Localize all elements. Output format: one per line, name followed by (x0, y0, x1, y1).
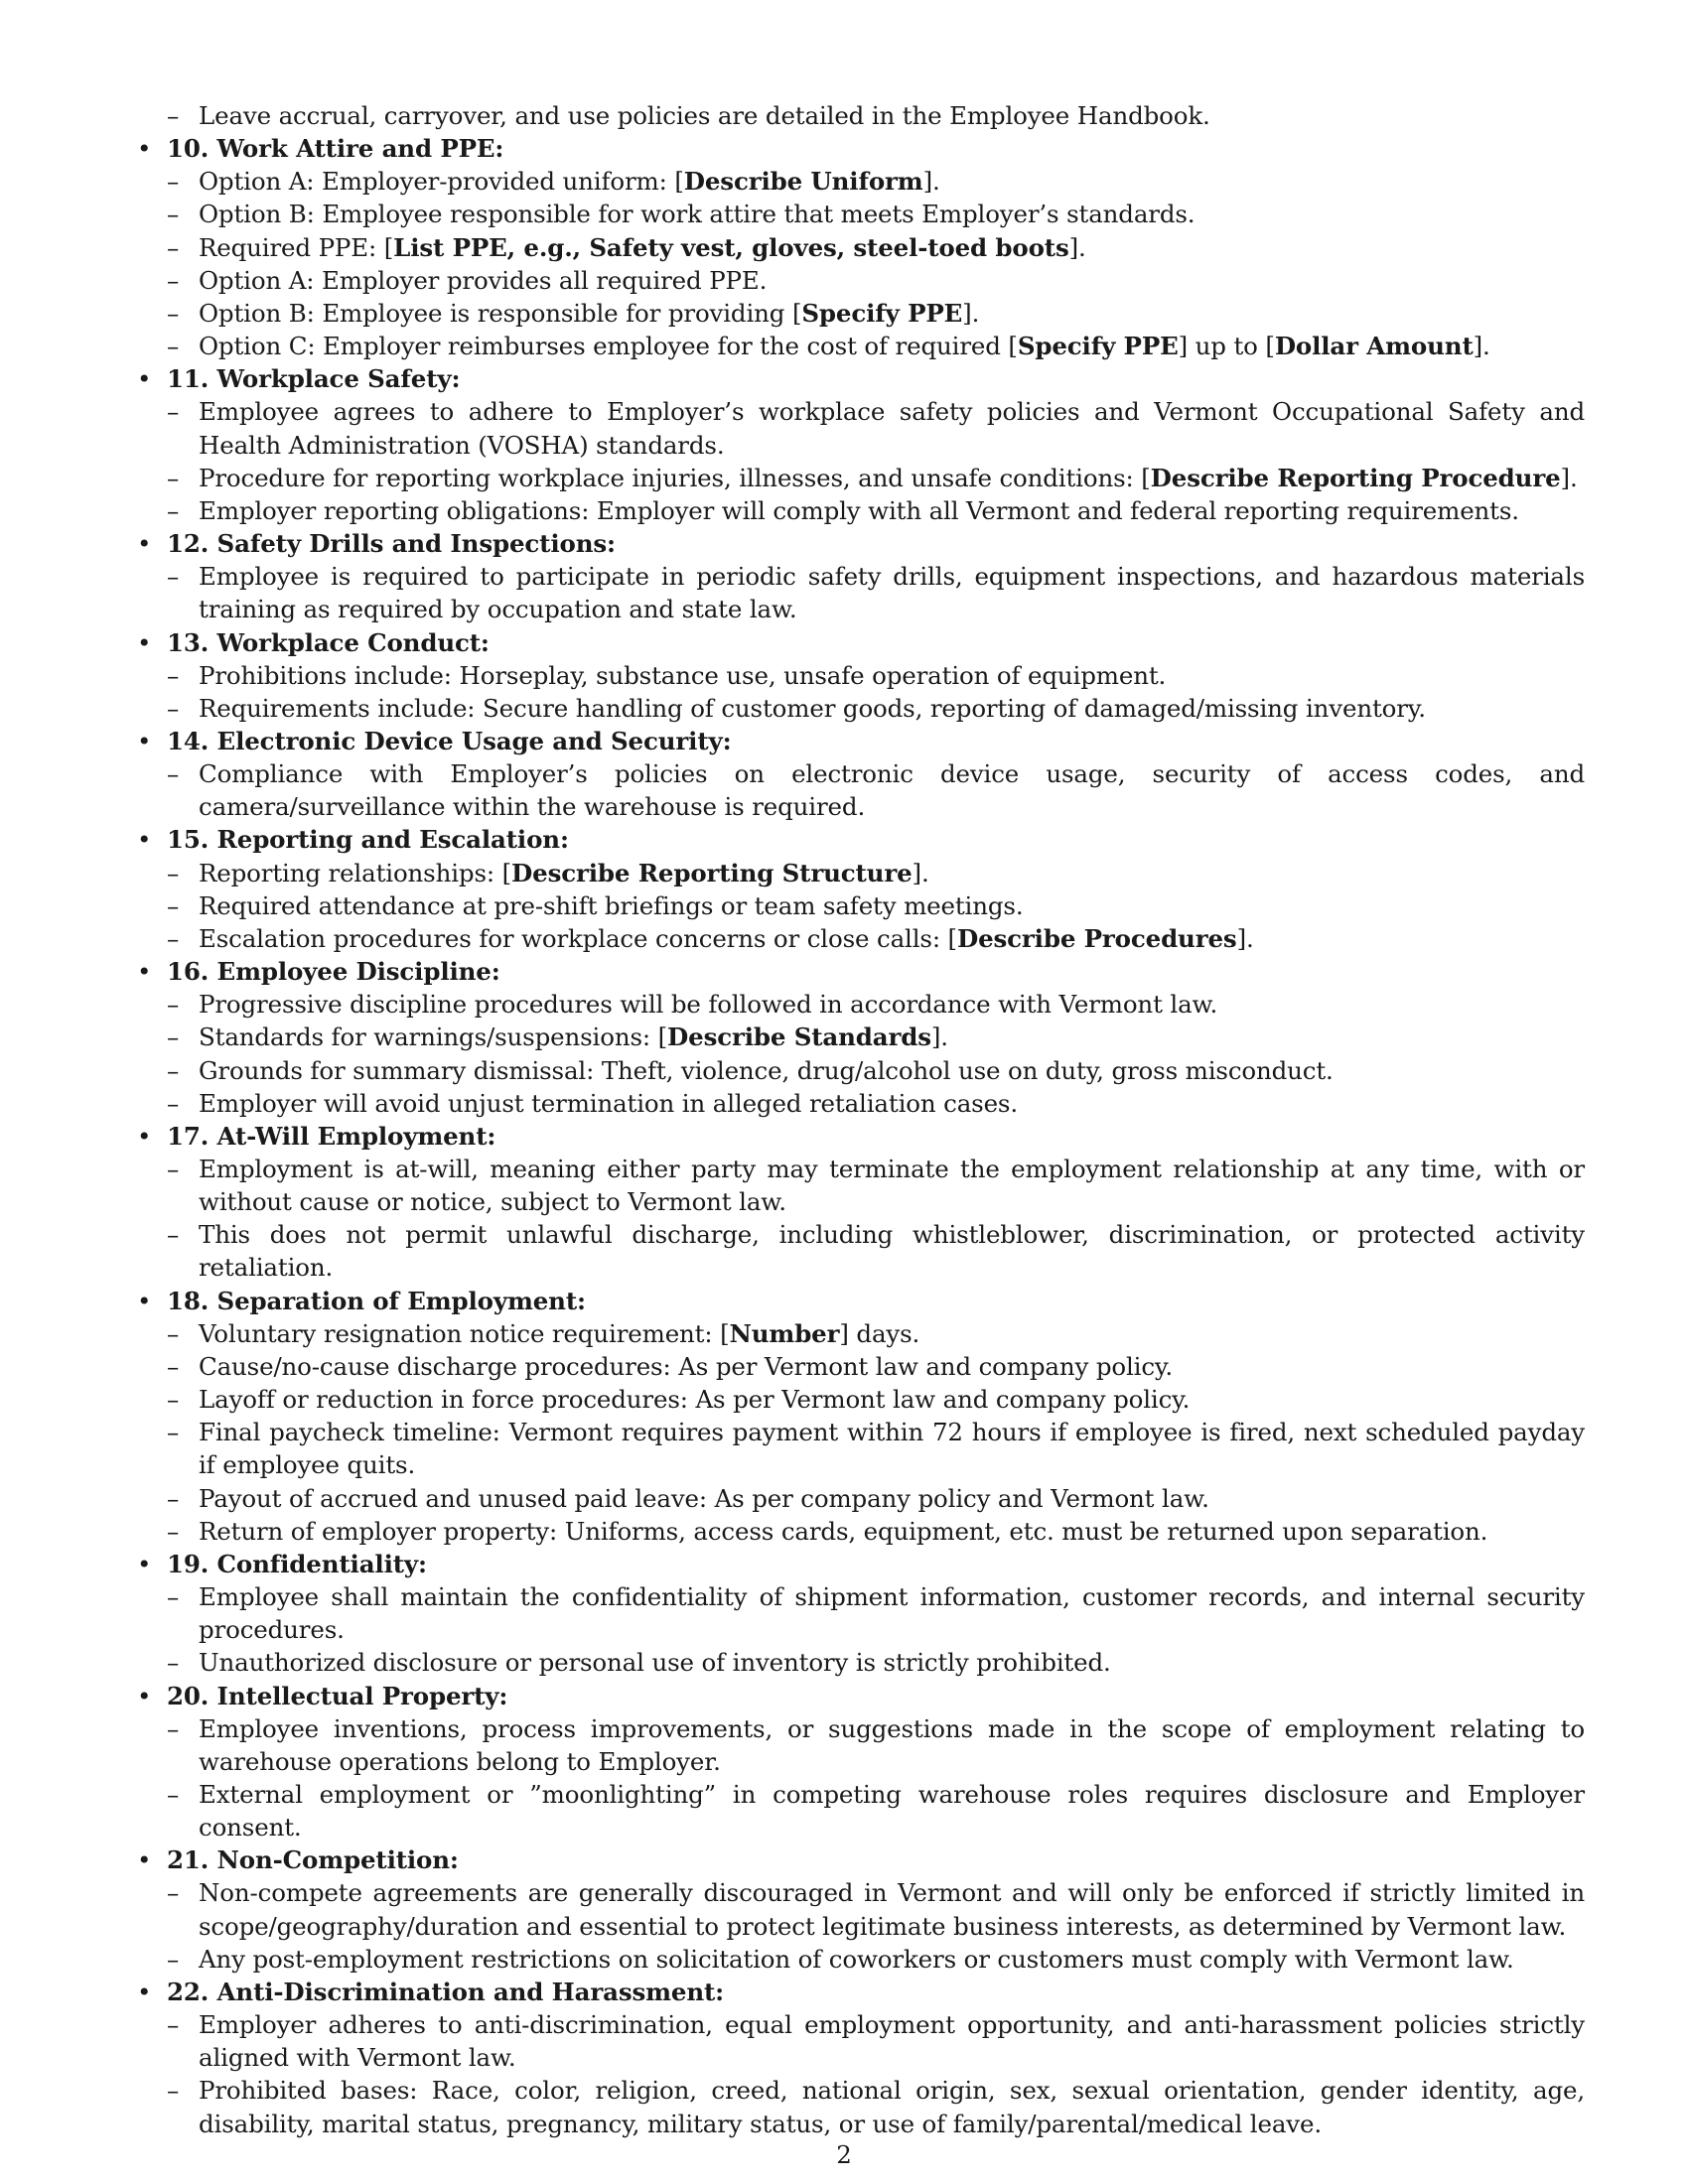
item-text: Required attendance at pre-shift briefings or team safety meetings. (199, 890, 1024, 920)
list-item (135, 1416, 1585, 1481)
section-title: • 12. Safety Drills and Inspections: (167, 529, 616, 559)
item-text: ]. (962, 298, 980, 328)
list-item (135, 889, 1585, 922)
item-text: Employer will avoid unjust termination in alleged retaliation cases. (199, 1088, 1018, 1118)
section-items (135, 165, 1585, 362)
section-title: • 16. Employee Discipline: (167, 957, 500, 987)
item-text: ]. (1236, 923, 1254, 953)
section (135, 955, 1585, 1120)
item-text: Progressive discipline procedures will be followed in accordance with Vermont law. (199, 990, 1218, 1020)
list-item (135, 1943, 1585, 1976)
section-items (135, 659, 1585, 725)
list-item (135, 1153, 1585, 1218)
section-title: • 21. Non-Competition: (167, 1845, 459, 1875)
list-item (135, 988, 1585, 1021)
item-text: Voluntary resignation notice requirement: [ (199, 1318, 730, 1348)
section (135, 362, 1585, 527)
section-items (135, 1712, 1585, 1844)
item-text: ]. (1560, 463, 1578, 492)
list-item (135, 1021, 1585, 1053)
list-item (135, 1383, 1585, 1416)
list-item (135, 1646, 1585, 1679)
list-item (135, 1515, 1585, 1548)
list-item (135, 1218, 1585, 1284)
placeholder-field: Specify PPE (1017, 332, 1179, 361)
item-text: Unauthorized disclosure or personal use of inventory is strictly prohibited. (199, 1648, 1111, 1678)
item-text: ]. (922, 167, 940, 197)
list-item (135, 1580, 1585, 1646)
item-text: Option C: Employer reimburses employee for the cost of required [ (199, 332, 1018, 361)
page-number: 2 (836, 2140, 852, 2169)
section-items (135, 2008, 1585, 2140)
item-text: Option B: Employee is responsible for providing [ (199, 298, 802, 328)
item-text: ]. (912, 858, 929, 887)
item-text: Leave accrual, carryover, and use policies are detailed in the Employee Handbook. (199, 101, 1210, 130)
section-title: • 11. Workplace Safety: (167, 364, 461, 394)
section-title: • 18. Separation of Employment: (167, 1286, 586, 1315)
section (135, 823, 1585, 955)
list-item (135, 922, 1585, 955)
placeholder-field: Describe Procedures (956, 923, 1237, 953)
list-item (135, 231, 1585, 264)
section (135, 1548, 1585, 1680)
list-item (135, 1087, 1585, 1120)
list-item (135, 659, 1585, 692)
item-text: External employment or ”moonlighting” in competing warehouse roles requires disclosure and Employer consent. (199, 1779, 1585, 1843)
item-text: Required PPE: [ (199, 232, 394, 262)
list-item (135, 395, 1585, 461)
item-text: Prohibitions include: Horseplay, substance use, unsafe operation of equipment. (199, 660, 1167, 690)
section-items (135, 1580, 1585, 1679)
item-text: Option A: Employer-provided uniform: [ (199, 167, 684, 197)
section-items (135, 988, 1585, 1120)
placeholder-field: Describe Reporting Procedure (1150, 463, 1561, 492)
section (135, 1843, 1585, 1976)
list-item (135, 2074, 1585, 2139)
list-item (135, 757, 1585, 823)
section-items (135, 857, 1585, 955)
item-text: Employee is required to participate in periodic safety drills, equipment inspections, and hazardous materials training as required by occupation and state law. (199, 562, 1585, 624)
placeholder-field: Number (729, 1318, 840, 1348)
item-text: Compliance with Employer’s policies on electronic device usage, security of access codes, and camera/surveillance within the warehouse is required. (199, 759, 1585, 822)
list-item (135, 560, 1585, 625)
item-text: Any post-employment restrictions on solicitation of coworkers or customers must comply with Vermont law. (199, 1944, 1514, 1974)
item-text: This does not permit unlawful discharge, including whistleblower, discrimination, or protected activity retaliation. (199, 1220, 1585, 1283)
placeholder-field: Dollar Amount (1274, 332, 1474, 361)
section-list (135, 132, 1585, 2140)
item-text: Final paycheck timeline: Vermont requires payment within 72 hours if employee is fired, next scheduled payday if employee quits. (199, 1418, 1585, 1480)
section-items (135, 560, 1585, 625)
item-text: ]. (1473, 332, 1490, 361)
section-title: • 20. Intellectual Property: (167, 1681, 508, 1710)
section-title: • 13. Workplace Conduct: (167, 627, 490, 657)
section-items (135, 757, 1585, 823)
list-item (135, 494, 1585, 527)
section-items (135, 1153, 1585, 1285)
item-text: Employee shall maintain the confidentiality of shipment information, customer records, and internal security procedures. (199, 1582, 1585, 1645)
section (135, 1285, 1585, 1548)
continued-list (135, 99, 1585, 132)
list-item (135, 99, 1585, 132)
item-text: Employment is at-will, meaning either party may terminate the employment relationship at any time, with or without cause or notice, subject to Vermont law. (199, 1155, 1585, 1217)
item-text: Employer adheres to anti-discrimination, equal employment opportunity, and anti-harassment policies strictly aligned with Vermont law. (199, 2010, 1585, 2073)
list-item (135, 1482, 1585, 1515)
list-item (135, 462, 1585, 494)
document-body (135, 99, 1585, 2140)
item-text: Grounds for summary dismissal: Theft, violence, drug/alcohol use on duty, gross misconduct. (199, 1055, 1334, 1085)
list-item (135, 692, 1585, 725)
item-text: Option A: Employer provides all required PPE. (199, 265, 768, 295)
item-text: Payout of accrued and unused paid leave: As per company policy and Vermont law. (199, 1483, 1209, 1513)
section-title: • 19. Confidentiality: (167, 1549, 427, 1578)
item-text: Layoff or reduction in force procedures: As per Vermont law and company policy. (199, 1385, 1191, 1415)
list-item (135, 330, 1585, 362)
item-text: Employer reporting obligations: Employer will comply with all Vermont and federal reporting requirements. (199, 495, 1519, 525)
list-item (135, 264, 1585, 297)
list-item (135, 198, 1585, 230)
list-item (135, 1317, 1585, 1350)
section (135, 527, 1585, 625)
section-items (135, 1876, 1585, 1975)
section-title: • 17. At-Will Employment: (167, 1121, 496, 1151)
placeholder-field: Describe Reporting Structure (511, 858, 913, 887)
item-text: ] days. (839, 1318, 920, 1348)
item-text: Procedure for reporting workplace injuries, illnesses, and unsafe conditions: [ (199, 463, 1151, 492)
list-item (135, 2008, 1585, 2074)
item-text: Return of employer property: Uniforms, access cards, equipment, etc. must be returned upon separation. (199, 1516, 1488, 1546)
item-text: Escalation procedures for workplace concerns or close calls: [ (199, 923, 957, 953)
item-text: ]. (930, 1023, 948, 1052)
item-text: ] up to [ (1178, 332, 1275, 361)
placeholder-field: List PPE, e.g., Safety vest, gloves, steel-toed boots (393, 232, 1069, 262)
item-text: Employee agrees to adhere to Employer’s workplace safety policies and Vermont Occupational Safety and Health Administration (VOSHA) standards. (199, 397, 1585, 460)
item-text: Non-compete agreements are generally discouraged in Vermont and will only be enforced if strictly limited in scope/geography/duration and essential to protect legitimate business interests, as determined by Vermont law. (199, 1878, 1585, 1941)
list-item (135, 1876, 1585, 1942)
list-item (135, 1350, 1585, 1383)
section (135, 1120, 1585, 1285)
item-text: Reporting relationships: [ (199, 858, 512, 887)
item-text: ]. (1068, 232, 1086, 262)
list-item (135, 1054, 1585, 1087)
section-title: • 10. Work Attire and PPE: (167, 134, 504, 164)
item-text: Cause/no-cause discharge procedures: As per Vermont law and company policy. (199, 1351, 1173, 1381)
item-text: Requirements include: Secure handling of customer goods, reporting of damaged/missing inventory. (199, 693, 1426, 723)
section-title: • 15. Reporting and Escalation: (167, 825, 569, 855)
section (135, 725, 1585, 823)
list-item (135, 297, 1585, 330)
section (135, 1680, 1585, 1844)
item-text: Option B: Employee responsible for work attire that meets Employer’s standards. (199, 200, 1196, 229)
section-items (135, 395, 1585, 527)
section-title: • 14. Electronic Device Usage and Security: (167, 726, 732, 755)
list-item (135, 1778, 1585, 1843)
section (135, 132, 1585, 362)
section-title: • 22. Anti-Discrimination and Harassment: (167, 1977, 725, 2006)
placeholder-field: Describe Uniform (683, 167, 923, 197)
section (135, 1976, 1585, 2140)
placeholder-field: Specify PPE (801, 298, 963, 328)
section (135, 626, 1585, 725)
item-text: Employee inventions, process improvements, or suggestions made in the scope of employment relating to warehouse operations belong to Employer. (199, 1713, 1585, 1776)
list-item (135, 857, 1585, 889)
item-text: Prohibited bases: Race, color, religion, creed, national origin, sex, sexual orientation, gender identity, age, disability, marital status, pregnancy, military status, or use of family/parental/medical leave. (199, 2076, 1585, 2138)
placeholder-field: Describe Standards (667, 1023, 931, 1052)
item-text: Standards for warnings/suspensions: [ (199, 1023, 668, 1052)
list-item (135, 1712, 1585, 1778)
list-item (135, 165, 1585, 198)
section-items (135, 1317, 1585, 1548)
